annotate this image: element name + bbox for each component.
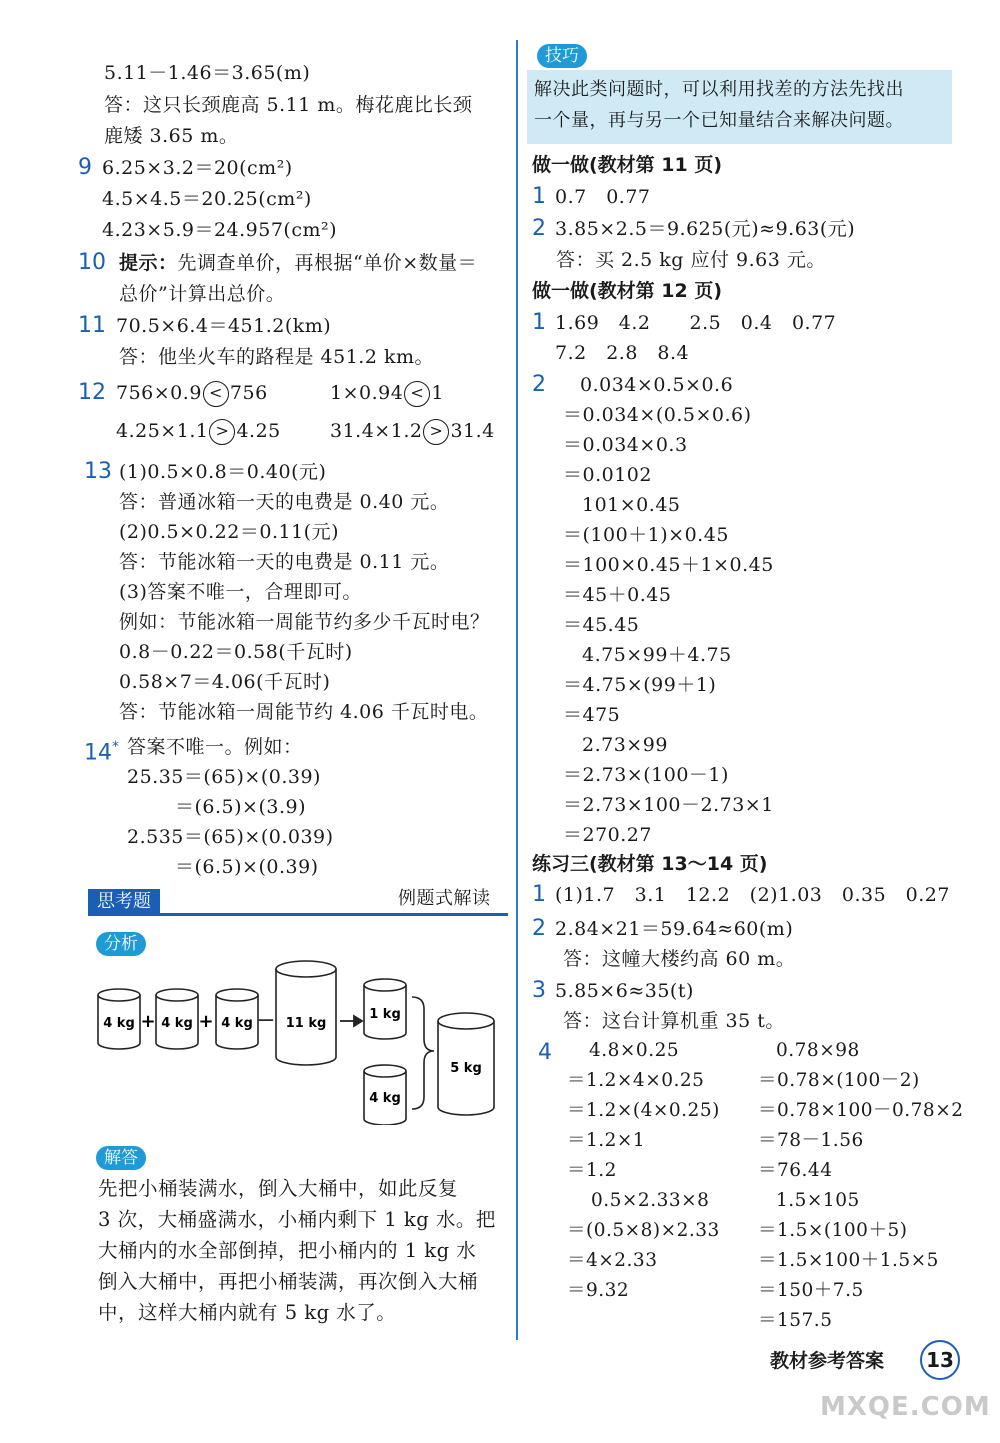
calc-line: ＝4.75×(99＋1) [563,674,717,696]
section-heading: 做一做(教材第 11 页) [532,154,723,176]
q12-c: 4.25×1.1 > 4.25 [116,418,281,445]
q13-line: 答：普通冰箱一天的电费是 0.40 元。 [119,491,450,513]
q14-number: 14* [84,739,119,766]
q11-line1: 70.5×6.4＝451.2(km) [116,315,332,337]
e4-right: ＝1.5×100＋1.5×5 [758,1250,939,1271]
compare-symbol: > [209,419,235,445]
calc-line: 4.75×99＋4.75 [582,644,732,666]
e4-right: ＝1.5×(100＋5) [758,1220,908,1241]
item-number: 1 [532,882,546,907]
e4-left: 4.8×0.25 [589,1040,680,1061]
s1-2-line1: 3.85×2.5＝9.625(元)≈9.63(元) [555,218,856,240]
example-explanation-label: 例题式解读 [398,888,491,909]
e4-left: ＝4×2.33 [567,1250,658,1271]
e4-left: ＝1.2×(4×0.25) [567,1100,720,1121]
item-number: 2 [532,372,546,397]
q9-line1: 6.25×3.2＝20(cm²) [102,157,293,179]
q12-b: 1×0.94 < 1 [330,380,444,407]
q13-line: (2)0.5×0.22＝0.11(元) [119,521,339,543]
plus-sign: + [198,1011,214,1032]
section-heading: 做一做(教材第 12 页) [532,280,723,302]
tip-line: 一个量，再与另一个已知量结合来解决问题。 [534,110,904,131]
plus-sign: + [140,1011,156,1032]
e4-left: ＝1.2 [567,1160,617,1181]
calc-line: ＝0.034×(0.5×0.6) [563,404,752,426]
footer-label: 教材参考答案 [770,1350,885,1372]
q14-line: 2.535＝(65)×(0.039) [127,826,334,848]
q13-line: 例如：节能冰箱一周能节约多少千瓦时电？ [119,611,490,633]
compare-symbol: < [404,381,430,407]
item-number: 1 [532,184,546,209]
bucket-final-label: 5 kg [450,1061,482,1076]
calc-line: ＝45.45 [563,614,640,636]
calc-line: ＝475 [563,704,621,726]
calc-line: 101×0.45 [582,494,681,516]
e4-right: ＝76.44 [758,1160,833,1181]
minus-sign: － [257,1011,275,1032]
q10-line1 [119,250,477,276]
arrow-right-icon [340,1016,362,1026]
q10-number: 10 [78,250,106,275]
q13-number: 13 [84,459,112,484]
e4-right: ＝150＋7.5 [758,1280,864,1301]
calc-line: ＝0.034×0.3 [563,434,688,456]
q9-number: 9 [78,155,92,180]
calc-line: ＝(100＋1)×0.45 [563,524,729,546]
e4-right: ＝0.78×(100－2) [758,1070,920,1091]
e4-right: ＝157.5 [758,1310,833,1331]
e4-right: 1.5×105 [776,1190,860,1211]
bucket-refill-label: 4 kg [369,1091,401,1106]
watermark-logo: MXQE.COM [820,1392,991,1422]
bucket-big-label: 11 kg [285,1016,327,1031]
q11-line2: 答：他坐火车的路程是 451.2 km。 [119,346,435,368]
e4-right: 0.78×98 [776,1040,860,1061]
section-heading: 练习三(教材第 13～14 页) [532,853,768,875]
s1-1: 0.7 0.77 [555,186,651,208]
bucket-big [276,961,336,1065]
bucket-diagram [90,955,510,1125]
item-number: 1 [532,310,546,335]
tip-line: 解决此类问题时，可以利用找差的方法先找出 [534,79,904,100]
q13-line: 答：节能冰箱一天的电费是 0.11 元。 [119,551,450,573]
bucket-remaining-label: 1 kg [369,1007,401,1022]
s1-2-line2: 答：买 2.5 kg 应付 9.63 元。 [556,249,826,271]
calc-line: ＝100×0.45＋1×0.45 [563,554,774,576]
calc-line: ＝270.27 [563,824,652,846]
solution-line: 倒入大桶中，再把小桶装满，再次倒入大桶 [98,1270,479,1293]
bucket-small-1-label: 4 kg [103,1016,135,1031]
e2-line1: 2.84×21＝59.64≈60(m) [555,918,794,940]
e3-line1: 5.85×6≈35(t) [555,980,694,1002]
solution-tag: 解答 [96,1146,146,1170]
q14-line: ＝(6.5)×(0.39) [175,856,319,878]
q14-line: 25.35＝(65)×(0.39) [127,766,321,788]
bucket-small-3-label: 4 kg [221,1016,253,1031]
q11-number: 11 [78,313,106,338]
e4-left: ＝1.2×1 [567,1130,646,1151]
e1-line: (1)1.7 3.1 12.2 (2)1.03 0.35 0.27 [555,884,950,906]
e2-line2: 答：这幢大楼约高 60 m。 [563,948,796,970]
q12-a: 756×0.9 < 756 [116,380,268,407]
q8-answer-line2: 鹿矮 3.65 m。 [104,125,239,147]
q10-line2: 总价”计算出总价。 [119,283,286,305]
q10-hint-label: 提示： [119,252,178,274]
q9-line3: 4.23×5.9＝24.957(cm²) [102,219,338,241]
q13-line: 答：节能冰箱一周能节约 4.06 千瓦时电。 [119,701,489,723]
item-number: 3 [532,978,546,1003]
e4-left: ＝1.2×4×0.25 [567,1070,705,1091]
q14-line: 答案不唯一。例如： [127,736,303,758]
q10-hint-text: 先调查单价，再根据“单价×数量＝ [177,252,478,274]
calc-line: ＝0.0102 [563,464,652,486]
page-number: 13 [920,1340,960,1380]
calc-line: 2.73×99 [582,734,668,756]
e4-right: ＝78－1.56 [758,1130,864,1151]
e4-left: ＝9.32 [567,1280,630,1301]
item-number: 2 [532,916,546,941]
compare-symbol: < [203,381,229,407]
column-divider [516,40,518,1340]
q13-line: (3)答案不唯一，合理即可。 [119,581,362,603]
bucket-small-2-label: 4 kg [161,1016,193,1031]
solution-line: 3 次，大桶盛满水，小桶内剩下 1 kg 水。把 [98,1208,496,1231]
compare-symbol: > [423,419,449,445]
q12-d: 31.4×1.2 > 31.4 [330,418,495,445]
brace-icon [412,997,434,1109]
calc-line: ＝2.73×(100－1) [563,764,729,786]
q14-line: ＝(6.5)×(3.9) [175,796,307,818]
solution-line: 大桶内的水全部倒掉，把小桶内的 1 kg 水 [98,1239,477,1262]
q13-line: 0.8－0.22＝0.58(千瓦时) [119,641,353,663]
e4-left: 0.5×2.33×8 [591,1190,710,1211]
s2-1-line1: 1.69 4.2 2.5 0.4 0.77 [555,312,837,334]
q13-line: 0.58×7＝4.06(千瓦时) [119,671,331,693]
solution-line: 中，这样大桶内就有 5 kg 水了。 [98,1301,397,1324]
q9-line2: 4.5×4.5＝20.25(cm²) [102,188,312,210]
tip-tag: 技巧 [537,44,587,68]
e4-left: ＝(0.5×8)×2.33 [567,1220,720,1241]
e3-line2: 答：这台计算机重 35 t。 [563,1010,785,1032]
item-number: 4 [538,1040,552,1065]
calc-line: ＝2.73×100－2.73×1 [563,794,774,816]
solution-line: 先把小桶装满水，倒入大桶中，如此反复 [98,1177,459,1200]
s2-1-line2: 7.2 2.8 8.4 [555,342,690,364]
q12-number: 12 [78,380,106,405]
calc-line: 0.034×0.5×0.6 [580,374,734,396]
q8-calc: 5.11－1.46＝3.65(m) [104,62,311,84]
q13-line: (1)0.5×0.8＝0.40(元) [119,461,327,483]
item-number: 2 [532,216,546,241]
analysis-tag: 分析 [96,932,146,956]
q8-answer-line1: 答：这只长颈鹿高 5.11 m。梅花鹿比长颈 [104,94,473,116]
e4-right: ＝0.78×100－0.78×2 [758,1100,964,1121]
calc-line: ＝45＋0.45 [563,584,672,606]
thinking-question-label: 思考题 [88,889,160,915]
